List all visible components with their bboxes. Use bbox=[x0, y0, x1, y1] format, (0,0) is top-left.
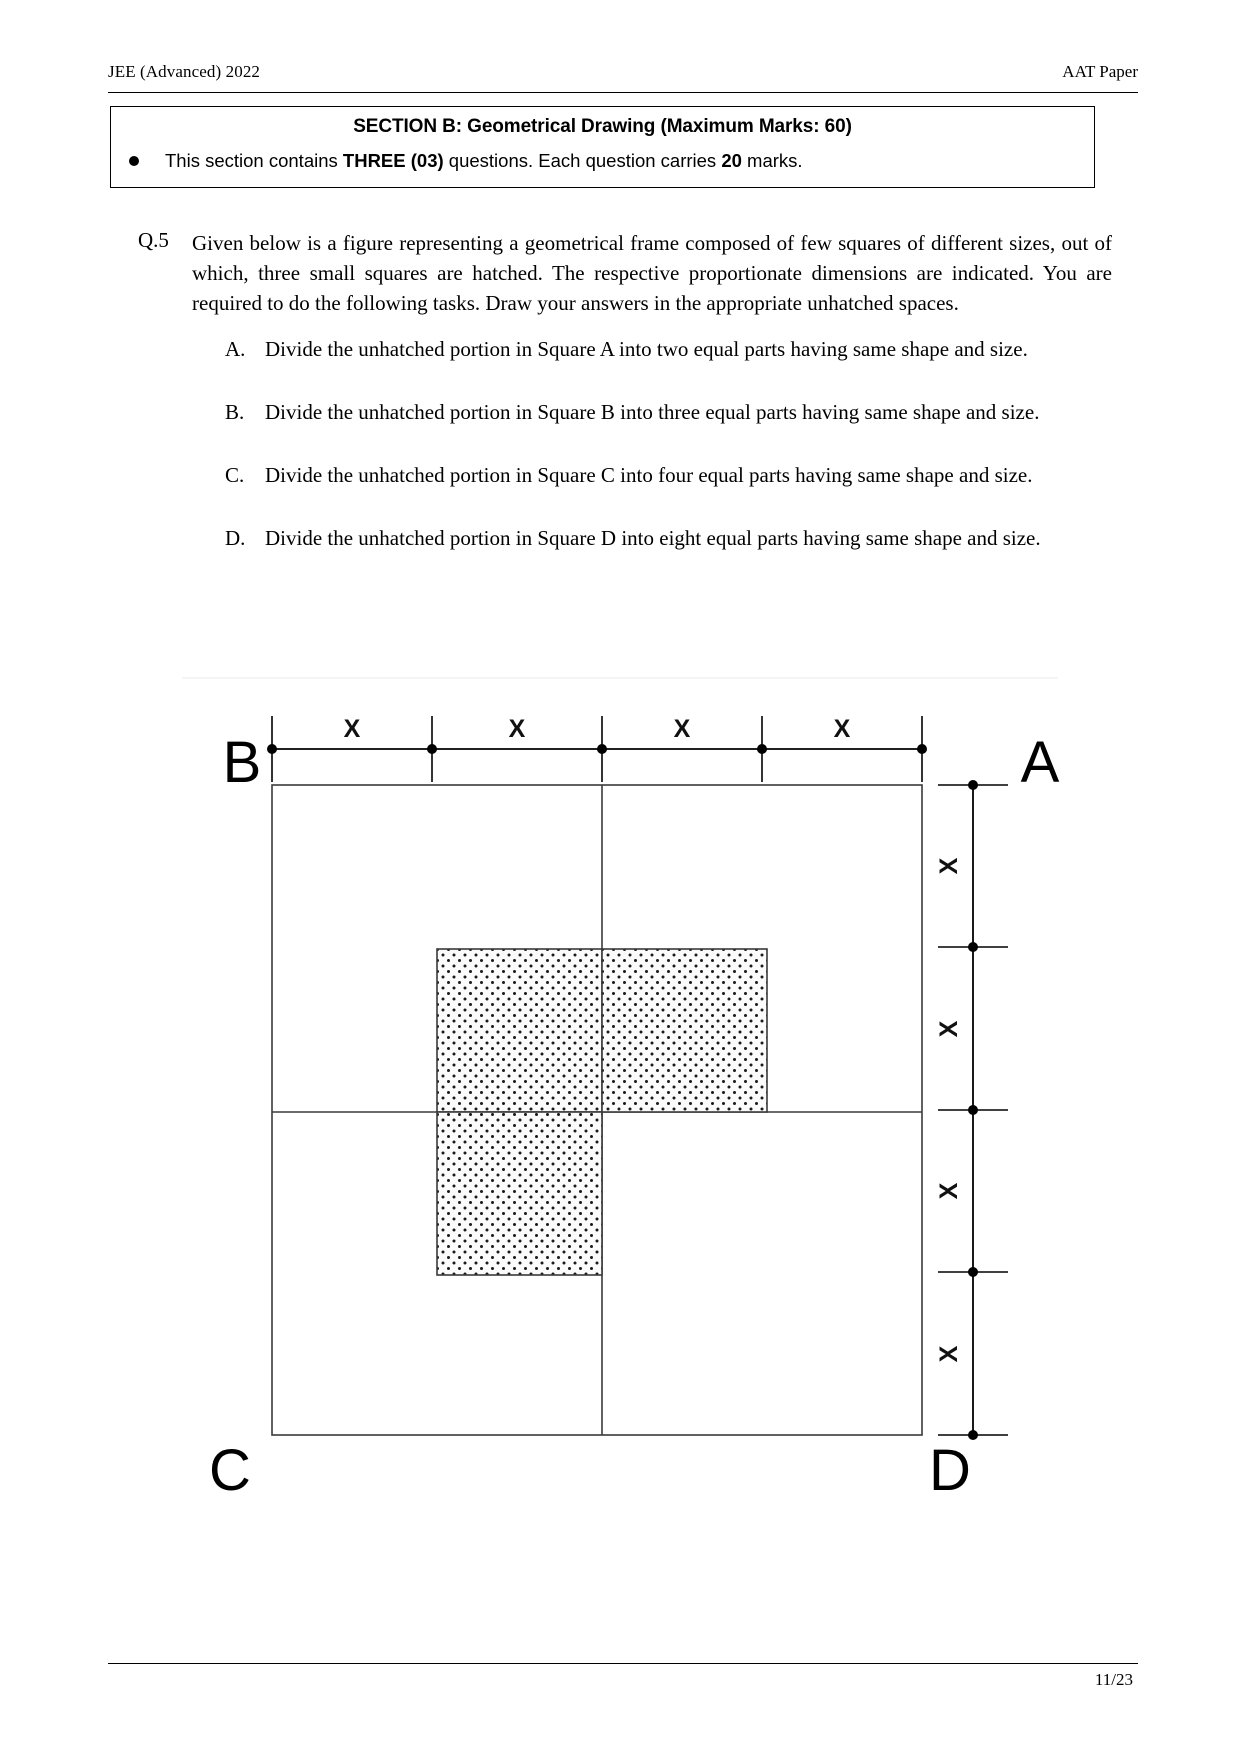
subtask-text: Divide the unhatched portion in Square C into four equal parts having same shape and size. bbox=[265, 463, 1033, 487]
right-dim-label-2: X bbox=[935, 1182, 963, 1200]
list-item bbox=[225, 395, 1113, 430]
question-body-text: Given below is a figure representing a geometrical frame composed of few squares of different sizes, out of which, three small squares are hatched. The respective proportionate dimensions are indicated. You are required to do the following tasks. Draw your answers in the appropriate unhatched spaces. bbox=[192, 231, 1112, 315]
footer-divider bbox=[108, 1663, 1138, 1664]
top-dim-label-1: X bbox=[508, 715, 526, 743]
bullet-icon bbox=[129, 156, 139, 166]
top-dim-label-2: X bbox=[673, 715, 691, 743]
list-item bbox=[225, 332, 1113, 367]
subtask-letter: B. bbox=[225, 400, 245, 424]
hatched-square-upper-right bbox=[602, 949, 767, 1112]
subtask-letter: C. bbox=[225, 463, 245, 487]
section-instruction-marks: 20 bbox=[721, 150, 742, 171]
dim-dot-right-1 bbox=[968, 942, 978, 952]
running-header bbox=[108, 62, 1138, 90]
corner-label-c: C bbox=[209, 1438, 251, 1492]
dim-dot-top-1 bbox=[427, 744, 437, 754]
right-dim-label-3: X bbox=[935, 1345, 963, 1363]
subtask-letter: A. bbox=[225, 337, 246, 361]
page-number: 11/23 bbox=[1094, 1670, 1133, 1689]
section-instruction-row bbox=[129, 151, 1084, 171]
right-dim-label-1: X bbox=[935, 1020, 963, 1038]
dim-dot-right-3 bbox=[968, 1267, 978, 1277]
corner-label-d: D bbox=[929, 1438, 971, 1492]
top-dim-label-0: X bbox=[343, 715, 361, 743]
geometrical-figure bbox=[160, 672, 1080, 1492]
dim-dot-right-2 bbox=[968, 1105, 978, 1115]
list-item bbox=[225, 521, 1113, 556]
subtask-letter: D. bbox=[225, 526, 246, 550]
header-divider bbox=[108, 92, 1138, 93]
dim-dot-top-0 bbox=[267, 744, 277, 754]
section-info-box bbox=[110, 106, 1095, 188]
section-instruction-prefix: This section contains bbox=[165, 150, 343, 171]
figure-canvas bbox=[160, 672, 1080, 1492]
dim-dot-right-0 bbox=[968, 780, 978, 790]
corner-label-b: B bbox=[222, 730, 262, 795]
dim-dot-top-2 bbox=[597, 744, 607, 754]
question-subtasks-list bbox=[225, 332, 1113, 584]
question-number: Q.5 bbox=[138, 228, 169, 252]
subtask-text: Divide the unhatched portion in Square A into two equal parts having same shape and size. bbox=[265, 337, 1028, 361]
section-instruction-count: THREE (03) bbox=[342, 150, 444, 171]
section-instruction-suffix: marks. bbox=[741, 150, 803, 171]
top-dim-label-3: X bbox=[833, 715, 851, 743]
right-dim-label-0: X bbox=[935, 857, 963, 875]
section-instruction-mid: questions. Each question carries bbox=[443, 150, 722, 171]
corner-label-a: A bbox=[1020, 730, 1060, 795]
hatched-square-upper-left bbox=[437, 949, 602, 1112]
subtask-text: Divide the unhatched portion in Square D into eight equal parts having same shape and size. bbox=[265, 526, 1041, 550]
subtask-text: Divide the unhatched portion in Square B into three equal parts having same shape and size. bbox=[265, 400, 1040, 424]
hatched-square-lower-left bbox=[437, 1112, 602, 1275]
section-title: SECTION B: Geometrical Drawing (Maximum Marks: 60) bbox=[353, 116, 852, 137]
list-item bbox=[225, 458, 1113, 493]
header-exam-name: JEE (Advanced) 2022 bbox=[108, 62, 261, 81]
dim-dot-top-3 bbox=[757, 744, 767, 754]
header-paper-name: AAT Paper bbox=[1062, 62, 1138, 81]
dim-dot-top-4 bbox=[917, 744, 927, 754]
